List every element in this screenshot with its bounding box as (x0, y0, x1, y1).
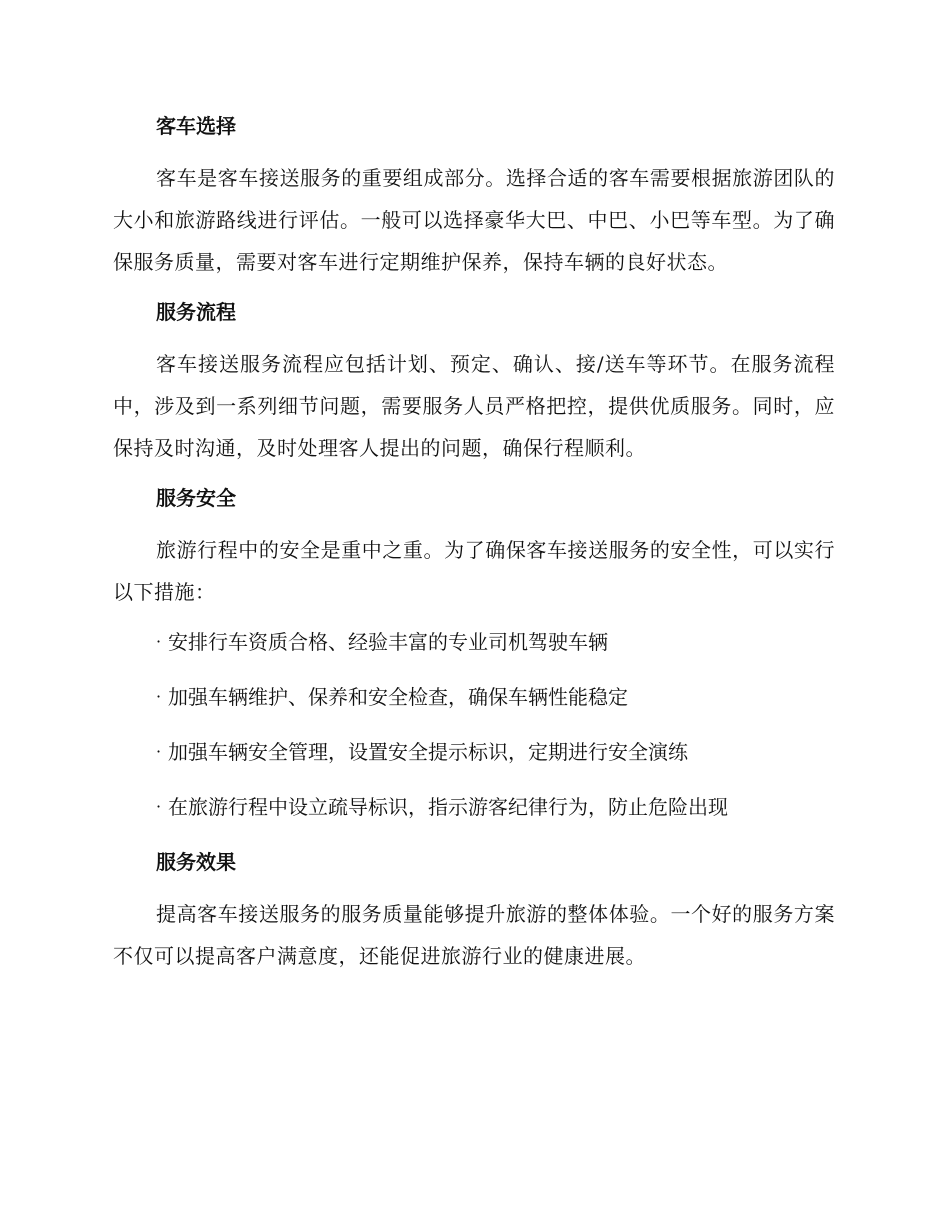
bullet-marker: · (156, 632, 162, 651)
list-item-text: 在旅游行程中设立疏导标识，指示游客纪律行为，防止危险出现 (168, 795, 728, 819)
safety-measures-list (113, 621, 835, 828)
document-body (113, 105, 835, 985)
section-paragraph: 客车接送服务流程应包括计划、预定、确认、接/送车等环节。在服务流程中，涉及到一系列细节问题，需要服务人员严格把控，提供优质服务。同时，应保持及时沟通，及时处理客人提出的问题，确保行程顺利。 (113, 352, 835, 460)
bullet-marker: · (156, 687, 162, 706)
bullet-marker: · (156, 797, 162, 816)
list-item-text: 安排行车资质合格、经验丰富的专业司机驾驶车辆 (168, 630, 608, 654)
list-item-text: 加强车辆安全管理，设置安全提示标识，定期进行安全演练 (168, 740, 688, 764)
section-service-effect (113, 841, 835, 977)
section-paragraph: 提高客车接送服务的服务质量能够提升旅游的整体体验。一个好的服务方案不仅可以提高客户满意度，还能促进旅游行业的健康进展。 (113, 902, 835, 968)
list-item (113, 676, 835, 718)
section-heading: 客车选择 (156, 114, 236, 138)
section-service-process (113, 291, 835, 469)
section-paragraph: 旅游行程中的安全是重中之重。为了确保客车接送服务的安全性，可以实行以下措施： (113, 538, 835, 604)
list-item (113, 786, 835, 828)
section-heading: 服务安全 (156, 486, 236, 510)
section-paragraph: 客车是客车接送服务的重要组成部分。选择合适的客车需要根据旅游团队的大小和旅游路线进行评估。一般可以选择豪华大巴、中巴、小巴等车型。为了确保服务质量，需要对客车进行定期维护保养，保持车辆的良好状态。 (113, 166, 835, 274)
section-heading: 服务流程 (156, 300, 236, 324)
list-item-text: 加强车辆维护、保养和安全检查，确保车辆性能稳定 (168, 685, 628, 709)
list-item (113, 731, 835, 773)
section-service-safety (113, 477, 835, 828)
section-heading: 服务效果 (156, 850, 236, 874)
bullet-marker: · (156, 742, 162, 761)
list-item (113, 621, 835, 663)
section-bus-selection (113, 105, 835, 283)
